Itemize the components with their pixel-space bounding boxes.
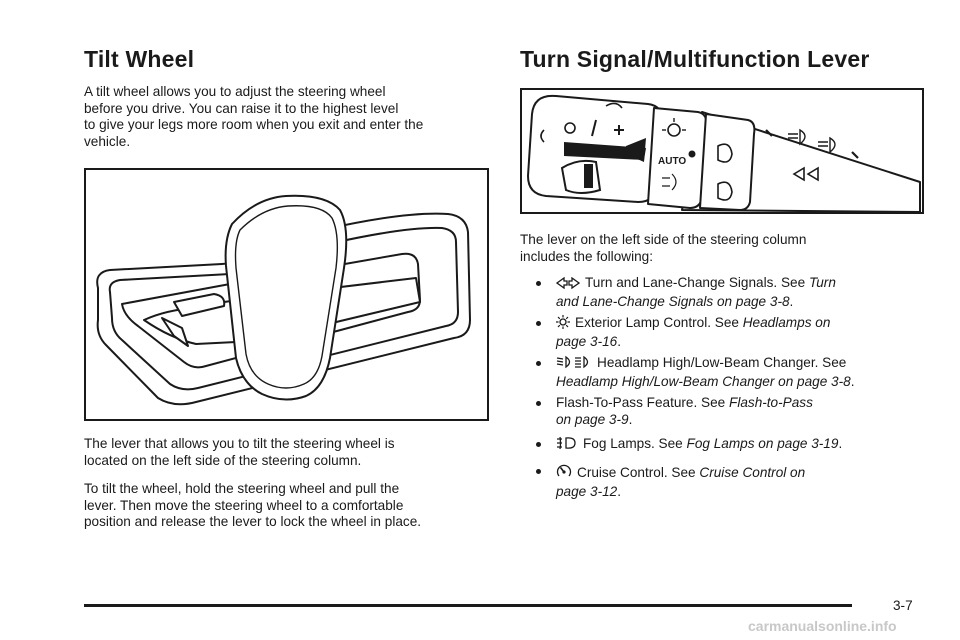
item-text: Exterior Lamp Control. See [575, 315, 743, 330]
text-line: located on the left side of the steering column. [84, 452, 362, 468]
lever-intro-text [520, 232, 940, 265]
item-reference[interactable]: and Lane-Change Signals on page 3-8 [556, 293, 790, 309]
page-number: 3-7 [893, 598, 913, 613]
tilt-wheel-figure [84, 168, 489, 421]
steering-column-illustration [86, 170, 487, 419]
text-line: vehicle. [84, 133, 131, 149]
text-line: position and release the lever to lock the wheel in place. [84, 514, 422, 530]
list-item [536, 395, 936, 436]
tilt-wheel-heading: Tilt Wheel [84, 46, 195, 72]
tilt-wheel-intro [84, 84, 504, 150]
bullet [536, 442, 541, 447]
watermark: carmanualsonline.info [748, 618, 897, 634]
text-line: to give your legs more room when you exit and enter the [84, 117, 424, 133]
text-line: The lever that allows you to tilt the steering wheel is [84, 436, 395, 451]
item-reference[interactable]: page 3-16 [556, 333, 618, 349]
bullet [536, 281, 541, 286]
list-item [536, 315, 936, 355]
tilt-lever-location-text [84, 436, 504, 469]
item-reference[interactable]: page 3-12 [556, 483, 618, 499]
punctuation: . [838, 436, 843, 451]
punctuation: . [617, 483, 622, 499]
bullet [536, 401, 541, 406]
punctuation: . [789, 293, 794, 309]
text-line: lever. Then move the steering wheel to a comfortable [84, 497, 404, 513]
footer-rule [84, 604, 852, 607]
tilt-instructions-text [84, 481, 504, 531]
list-item [536, 436, 936, 463]
text-line: includes the following: [520, 248, 653, 264]
text-line: before you drive. You can raise it to the highest level [84, 100, 399, 116]
text-line: The lever on the left side of the steering column [520, 232, 807, 247]
fog-lamp-icon [556, 436, 578, 455]
list-item [536, 463, 936, 503]
multifunction-lever-illustration [522, 90, 922, 212]
exterior-lamp-icon [556, 315, 570, 334]
item-reference[interactable]: Headlamps on [742, 315, 831, 330]
multifunction-lever-figure [520, 88, 924, 214]
punctuation: . [617, 333, 622, 349]
item-reference[interactable]: Flash-to-Pass [729, 395, 813, 410]
text-line: To tilt the wheel, hold the steering wheel and pull the [84, 481, 400, 496]
item-text: Fog Lamps. See [583, 436, 687, 451]
turn-signal-heading: Turn Signal/Multifunction Lever [520, 46, 870, 72]
item-text: Flash-To-Pass Feature. See [556, 395, 730, 410]
lever-features-list [536, 275, 936, 503]
bullet [536, 321, 541, 326]
item-reference[interactable]: on page 3-9 [556, 411, 629, 427]
bullet [536, 361, 541, 366]
bullet [536, 469, 541, 474]
turn-signal-arrows-icon [556, 277, 580, 294]
auto-label: AUTO [658, 156, 687, 167]
item-reference[interactable]: Fog Lamps on page 3-19 [686, 436, 839, 451]
list-item [536, 275, 936, 315]
item-reference[interactable]: Headlamp High/Low-Beam Changer on page 3-8 [556, 373, 851, 389]
cruise-control-icon [556, 463, 572, 484]
item-text: Cruise Control. See [577, 465, 700, 480]
high-low-beam-icon [556, 355, 592, 374]
text-line: A tilt wheel allows you to adjust the steering wheel [84, 84, 386, 99]
list-item [536, 355, 936, 395]
punctuation: . [850, 373, 855, 389]
item-text: Turn and Lane-Change Signals. See [585, 275, 809, 290]
punctuation: . [628, 411, 633, 427]
item-text: Headlamp High/Low-Beam Changer. See [597, 355, 847, 370]
item-reference[interactable]: Cruise Control on [699, 465, 806, 480]
item-reference[interactable]: Turn [808, 275, 836, 290]
